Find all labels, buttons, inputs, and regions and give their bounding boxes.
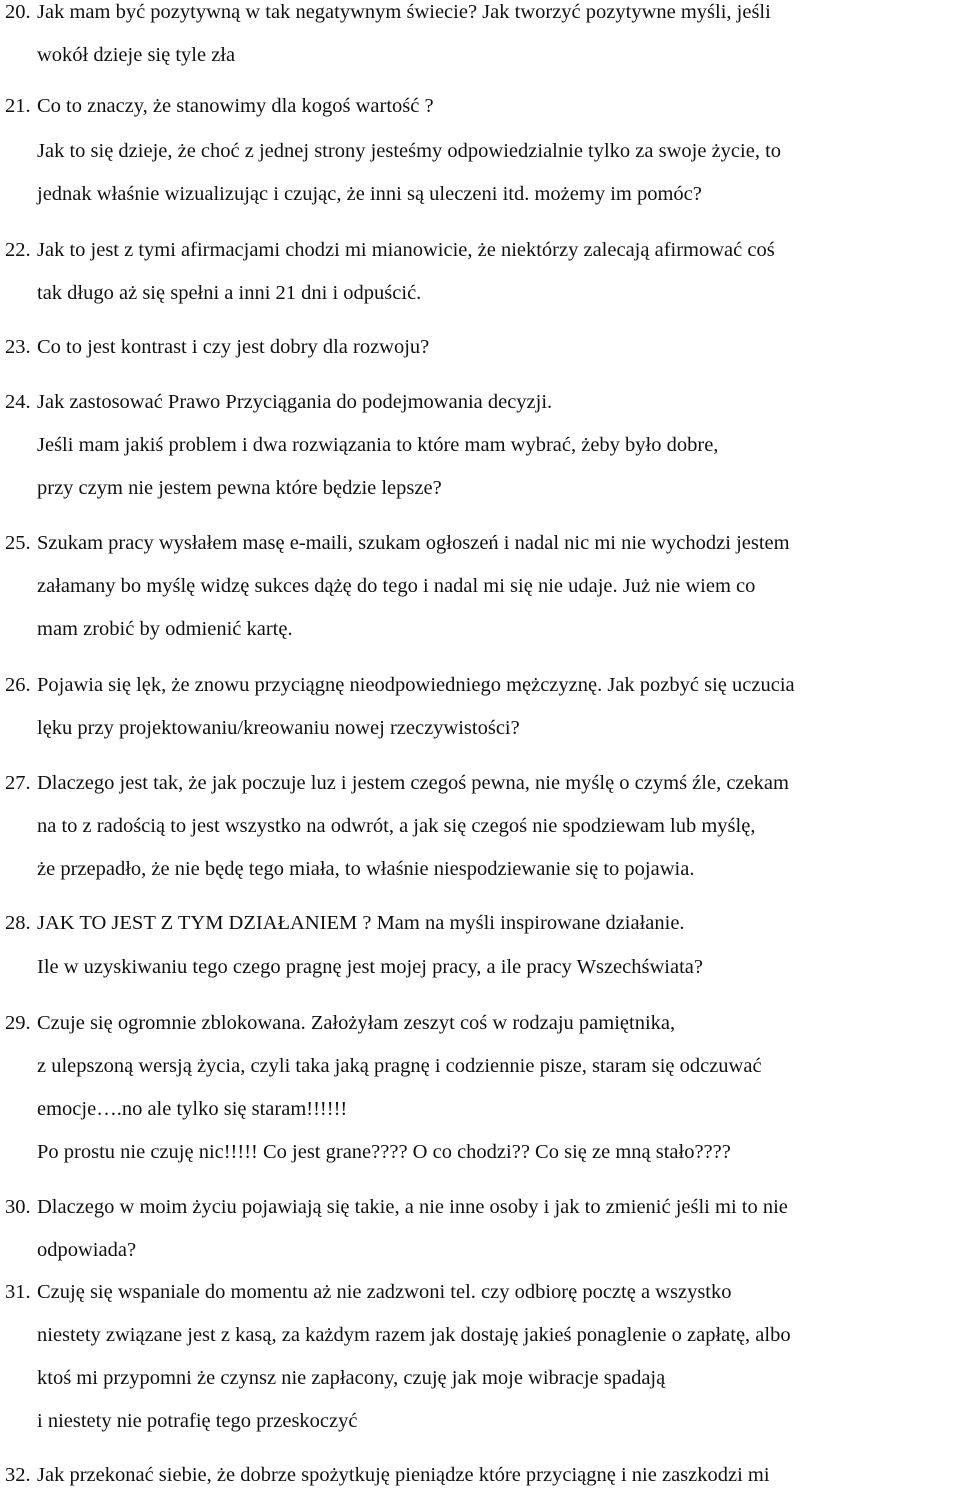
- question-number: 25.: [5, 532, 31, 554]
- question-text: Czuję się wspaniale do momentu aż nie zadzwoni tel. czy odbiorę pocztę a wszystko: [37, 1281, 732, 1303]
- question-text-continued: emocje….no ale tylko się staram!!!!!!: [37, 1098, 348, 1120]
- question-text: Dlaczego w moim życiu pojawiają się takie, a nie inne osoby i jak to zmienić jeśli mi to nie: [37, 1196, 788, 1218]
- question-29: [5, 1011, 675, 1035]
- question-32: [5, 1463, 770, 1487]
- question-27: [5, 771, 789, 795]
- question-text-continued: tak długo aż się spełni a inni 21 dni i odpuścić.: [37, 282, 422, 304]
- question-20: [5, 0, 771, 24]
- question-text-continued: z ulepszoną wersją życia, czyli taka jaką pragnę i codziennie pisze, staram się odczuwać: [37, 1055, 762, 1077]
- question-number: 21.: [5, 95, 31, 117]
- question-text: Jak to jest z tymi afirmacjami chodzi mi mianowicie, że niektórzy zalecają afirmować coś: [37, 239, 775, 261]
- question-31: [5, 1280, 732, 1304]
- question-26: [5, 673, 795, 697]
- question-text-continued: przy czym nie jestem pewna które będzie lepsze?: [37, 477, 442, 499]
- question-text-continued: Ile w uzyskiwaniu tego czego pragnę jest mojej pracy, a ile pracy Wszechświata?: [37, 956, 703, 978]
- question-number: 28.: [5, 912, 31, 934]
- question-text: JAK TO JEST Z TYM DZIAŁANIEM ? Mam na myśli inspirowane działanie.: [37, 912, 685, 934]
- question-number: 32.: [5, 1464, 31, 1486]
- question-21: [5, 94, 434, 118]
- question-23: [5, 335, 429, 359]
- question-24: [5, 390, 552, 414]
- question-text: Co to jest kontrast i czy jest dobry dla rozwoju?: [37, 336, 430, 358]
- question-text: Dlaczego jest tak, że jak poczuje luz i jestem czegoś pewna, nie myślę o czymś źle, czekam: [37, 772, 789, 794]
- question-30: [5, 1195, 788, 1219]
- question-number: 22.: [5, 239, 31, 261]
- question-text-continued: niestety związane jest z kasą, za każdym razem jak dostaję jakieś ponaglenie o zapłatę, albo: [37, 1324, 791, 1346]
- question-25: [5, 531, 790, 555]
- question-text: Jak mam być pozytywną w tak negatywnym świecie? Jak tworzyć pozytywne myśli, jeśli: [37, 1, 771, 23]
- question-22: [5, 238, 775, 262]
- question-number: 27.: [5, 772, 31, 794]
- question-text-continued: ktoś mi przypomni że czynsz nie zapłacony, czuję jak moje wibracje spadają: [37, 1367, 666, 1389]
- question-text-continued: że przepadło, że nie będę tego miała, to właśnie niespodziewanie się to pojawia.: [37, 858, 695, 880]
- question-text: Pojawia się lęk, że znowu przyciągnę nieodpowiedniego mężczyznę. Jak pozbyć się uczucia: [37, 674, 795, 696]
- question-text: Jak przekonać siebie, że dobrze spożytkuję pieniądze które przyciągnę i nie zaszkodzi mi: [37, 1464, 770, 1486]
- question-number: 20.: [5, 1, 31, 23]
- question-text-continued: i niestety nie potrafię tego przeskoczyć: [37, 1410, 358, 1432]
- question-text: Co to znaczy, że stanowimy dla kogoś wartość ?: [37, 95, 434, 117]
- question-number: 23.: [5, 336, 31, 358]
- question-number: 29.: [5, 1012, 31, 1034]
- question-text-continued: na to z radością to jest wszystko na odwrót, a jak się czegoś nie spodziewam lub myślę,: [37, 815, 756, 837]
- question-text: Jak zastosować Prawo Przyciągania do podejmowania decyzji.: [37, 391, 553, 413]
- question-text-continued: odpowiada?: [37, 1239, 137, 1261]
- question-28: [5, 911, 685, 935]
- question-number: 30.: [5, 1196, 31, 1218]
- question-text-continued: jednak właśnie wizualizując i czując, że inni są uleczeni itd. możemy im pomóc?: [37, 183, 702, 205]
- question-text-continued: Jak to się dzieje, że choć z jednej strony jesteśmy odpowiedzialnie tylko za swoje życie, to: [37, 140, 782, 162]
- question-number: 24.: [5, 391, 31, 413]
- question-number: 31.: [5, 1281, 31, 1303]
- question-text-continued: Jeśli mam jakiś problem i dwa rozwiązania to które mam wybrać, żeby było dobre,: [37, 434, 719, 456]
- question-text: Czuje się ogromnie zblokowana. Założyłam zeszyt coś w rodzaju pamiętnika,: [37, 1012, 676, 1034]
- question-text-continued: załamany bo myślę widzę sukces dążę do tego i nadal mi się nie udaje. Już nie wiem co: [37, 575, 756, 597]
- question-text-continued: Po prostu nie czuję nic!!!!! Co jest grane???? O co chodzi?? Co się ze mną stało????: [37, 1141, 731, 1163]
- question-text-continued: lęku przy projektowaniu/kreowaniu nowej rzeczywistości?: [37, 717, 520, 739]
- question-number: 26.: [5, 674, 31, 696]
- question-text-continued: mam zrobić by odmienić kartę.: [37, 618, 293, 640]
- question-text-continued: wokół dzieje się tyle zła: [37, 44, 236, 66]
- question-text: Szukam pracy wysłałem masę e-maili, szukam ogłoszeń i nadal nic mi nie wychodzi jestem: [37, 532, 790, 554]
